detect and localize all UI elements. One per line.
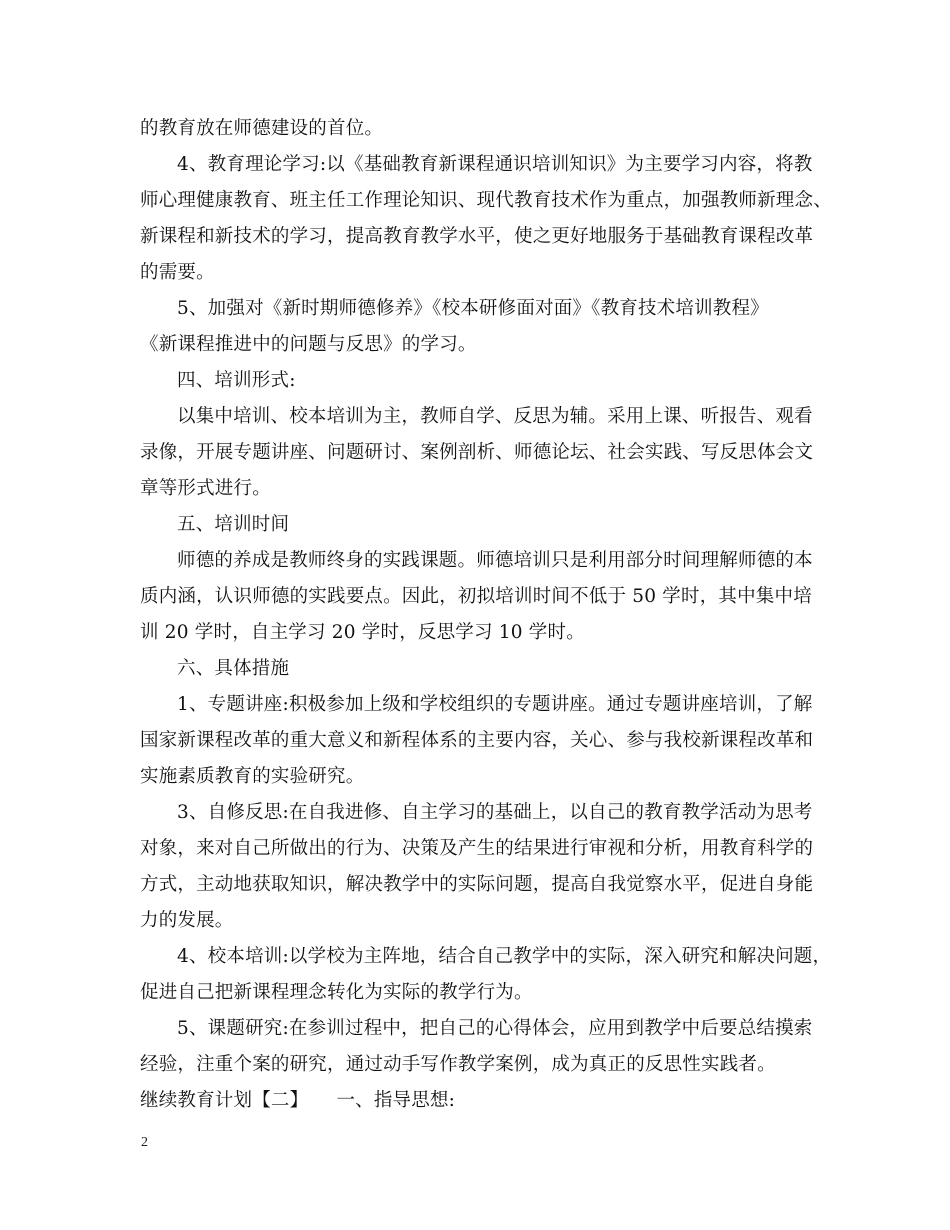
text-line: 力的发展。: [140, 910, 234, 931]
text-line: 以集中培训、校本培训为主，教师自学、反思为辅。采用上课、听报告、观看: [177, 406, 813, 427]
text-line: 方式，主动地获取知识，解决教学中的实际问题，提高自我觉察水平，促进自身能: [140, 874, 814, 895]
text-line: 师心理健康教育、班主任工作理论知识、现代教育技术作为重点，加强教师新理念、: [140, 190, 832, 211]
text-line: 3、自修反思:在自我进修、自主学习的基础上，以自己的教育教学活动为思考: [177, 802, 813, 823]
section-heading: 五、培训时间: [177, 514, 290, 535]
text-line: 4、教育理论学习:以《基础教育新课程通识培训知识》为主要学习内容，将教: [177, 154, 813, 175]
text-line: 4、校本培训:以学校为主阵地，结合自己教学中的实际，深入研究和解决问题，: [177, 946, 832, 967]
text-line: 国家新课程改革的重大意义和新程体系的主要内容，关心、参与我校新课程改革和: [140, 730, 814, 751]
text-line: 促进自己把新课程理念转化为实际的教学行为。: [140, 982, 533, 1003]
text-line: 继续教育计划【二】 一、指导思想:: [140, 1090, 456, 1111]
text-line: 师德的养成是教师终身的实践课题。师德培训只是利用部分时间理解师德的本: [177, 550, 813, 571]
text-line: 5、课题研究:在参训过程中，把自己的心得体会，应用到教学中后要总结摸索: [177, 1018, 813, 1039]
text-line: 《新课程推进中的问题与反思》的学习。: [140, 334, 477, 355]
text-line: 经验，注重个案的研究，通过动手写作教学案例，成为真正的反思性实践者。: [140, 1054, 776, 1075]
section-heading: 六、具体措施: [177, 658, 290, 679]
text-line: 的教育放在师德建设的首位。: [140, 118, 384, 139]
text-line: 录像，开展专题讲座、问题研讨、案例剖析、师德论坛、社会实践、写反思体会文: [140, 442, 814, 463]
text-line: 的需要。: [140, 262, 215, 283]
text-line: 1、专题讲座:积极参加上级和学校组织的专题讲座。通过专题讲座培训，了解: [177, 694, 813, 715]
section-heading: 四、培训形式:: [177, 370, 296, 391]
text-line: 5、加强对《新时期师德修养》《校本研修面对面》《教育技术培训教程》: [177, 298, 769, 319]
text-line: 训 20 学时，自主学习 20 学时，反思学习 10 学时。: [140, 622, 585, 643]
text-line: 实施素质教育的实验研究。: [140, 766, 365, 787]
text-line: 质内涵，认识师德的实践要点。因此，初拟培训时间不低于 50 学时，其中集中培: [140, 586, 812, 607]
text-line: 对象，来对自己所做出的行为、决策及产生的结果进行审视和分析，用教育科学的: [140, 838, 814, 859]
page-number: 2: [141, 1135, 148, 1150]
text-line: 新课程和新技术的学习，提高教育教学水平，使之更好地服务于基础教育课程改革: [140, 226, 814, 247]
text-line: 章等形式进行。: [140, 478, 271, 499]
